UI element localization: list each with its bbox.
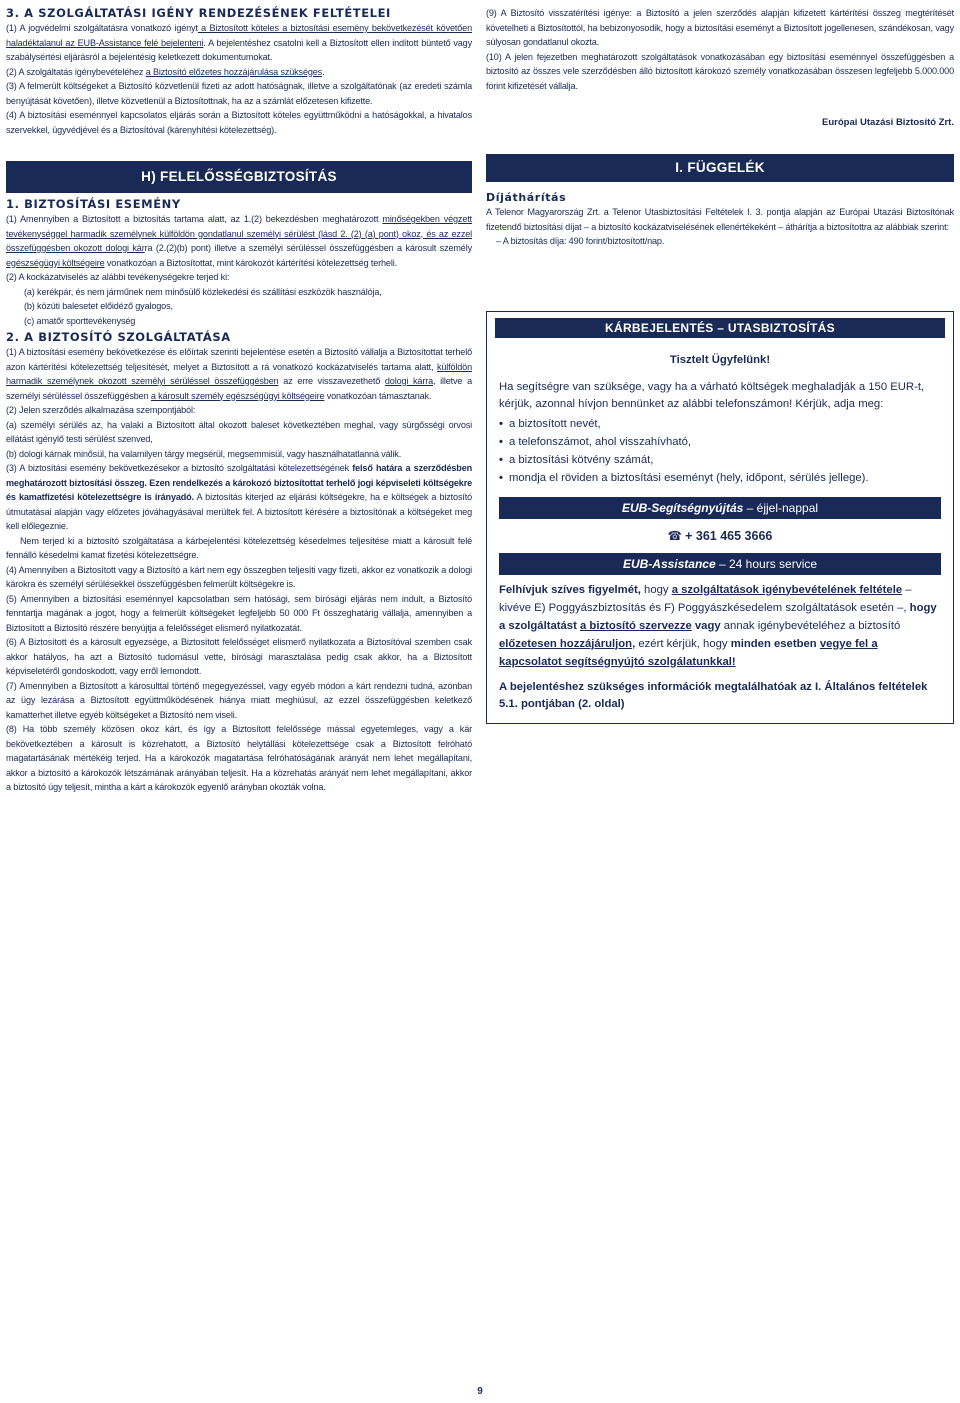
section-3-title: 3. A SZOLGÁLTATÁSI IGÉNY RENDEZÉSÉNEK FELTÉTELEI — [6, 6, 391, 20]
list-item: (a) személyi sérülés az, ha valaki a Biztosított által okozott baleset következtében meghal, vagy sürgősségi orvosi ellátást igénylő testi sérülést szenved, — [6, 419, 472, 444]
paragraph: (3) A felmerült költségeket a Biztosító közvetlenül fizeti az adott hatóságnak, illetve a szolgáltatónak (az eredeti számla benyújtását követően), illetve közvetlenül a Biztosítottnak, ha az a számlát előzetesen kifizette. — [6, 81, 472, 106]
claim-notice-box — [486, 311, 954, 724]
paragraph: (4) Amennyiben a Biztosított vagy a Biztosító a kárt nem egy összegben teljesíti vagy fizeti, akkor ez vonatkozik a dologi károkra és személyi sérülésekkel összefüggésben felmerült költségekre is. — [6, 564, 472, 589]
claim-box-header: KÁRBEJELENTÉS – UTASBIZTOSÍTÁS — [495, 318, 945, 338]
notice-text: Felhívjuk szíves figyelmét, hogy a szolgáltatások igénybevételének feltétele – kivéve E) Poggyászbiztosítás és F) Poggyászkésedelem szolgáltatások esetén –, hogy a szolgáltatást a biztosító szervezze vagy annak igénybevételéhez a biztosító előzetesen hozzájáruljon, ezért kérjük, hogy minden esetben vegye fel a kapcsolatot segítségnyújtó szolgálatunkkal! — [499, 583, 937, 668]
fee-title: Díjáthárítás — [486, 191, 567, 204]
assistance-band-hu: EUB-Segítségnyújtás – éjjel-nappal — [499, 497, 941, 519]
paragraph: (8) Ha több személy közösen okoz kárt, és így a Biztosított felelőssége mással egyetemleges, vagy a kár bekövetkeztében a károsult is közrehatott, a Biztosító helytállási kötelezettsége csak a Biztosított felróható magatartásának mértékéig terjed. Ha a károkozók magatartása felróhatóságának arányát nem lehet megállapítani, akkor a biztosító a károkozók létszámának arányában teljesít. Ha a közrehatás arányát nem lehet megállapítani, akkor a biztosító úgy teljesít, mintha a kárt a károkozók egyenlő arányban okozták volna. — [6, 724, 472, 792]
left-column — [6, 6, 472, 795]
section-2-title: 2. A BIZTOSÍTÓ SZOLGÁLTATÁSA — [6, 330, 231, 344]
paragraph: (4) A biztosítási eseménnyel kapcsolatos eljárás során a Biztosított köteles együttműködni a hatóságokkal, a hivatalos szervekkel, ügyvédjével és a Biztosítóval (kárenyhítési kötelezettség). — [6, 110, 472, 135]
list-item: (a) kerékpár, és nem járműnek nem minősülő közlekedési és szállítási eszközök használója, — [24, 286, 382, 297]
paragraph: (6) A Biztosított és a károsult egyezsége, a Biztosított felelősséget elismerő nyilatkozata a Biztosítóval szemben csak akkor hatályos, ha azt a Biztosító tudomásul vette, bírósági marasztalása pedig csak akkor, ha a Biztosított képviseletéről gondoskodott, vagy erről lemondott. — [6, 637, 472, 676]
greeting: Tisztelt Ügyfelünk! — [669, 353, 771, 366]
list-item: • mondja el röviden a biztosítási eseményt (hely, időpont, sérülés jellege). — [499, 469, 941, 487]
paragraph: (2) A kockázatviselés az alábbi tevékenységekre terjed ki: — [6, 272, 230, 282]
required-info-list — [499, 415, 941, 487]
list-item: • a biztosítási kötvény számát, — [499, 451, 941, 469]
intro-text: Ha segítségre van szüksége, vagy ha a várható költségek meghaladják a 150 EUR-t, kérjük, azonnal hívjon bennünket az alábbi telefonszámon! Kérjük, adja meg: — [499, 380, 925, 410]
paragraph: (9) A Biztosító visszatérítési igénye: a Biztosító a jelen szerződés alapján kifizetett kártérítési összeg megtérítését követelheti a Biztosítottól, ha bebizonyosodik, hogy a biztosítási eseményt a Biztosított jogellenesen, szándékosan, vagy súlyosan gondatlanul okozta. — [486, 8, 954, 47]
section-h-title: H) FELELŐSSÉGBIZTOSÍTÁS — [6, 161, 472, 193]
paragraph: (10) A jelen fejezetben meghatározott szolgáltatások vonatkozásában egy biztosítási eseménnyel összefüggésben a biztosító az összes vele szerződésben álló biztosított károkozó személy vonatkozásában összesen legfeljebb 5.000.000 forint kifizetését vállalja. — [486, 51, 954, 91]
paragraph: (1) Amennyiben a Biztosított a biztosítás tartama alatt, az 1.(2) bekezdésben meghatározott minőségekben végzett tevékenységgel harmadik személynek külföldön gondatlanul személyi sérülést (lásd 2. (2) (a) pont) okoz, és az ezzel összefüggésben okozott dologi kárra (2.(2)(b) pont) illetve a személyi sérüléssel összefüggésben a károsult személy egészségügyi költségeire vonatkozóan a Biztosítottat, mint károkozót kártérítési kötelezettség terheli. — [6, 214, 472, 268]
signature: Európai Utazási Biztosító Zrt. — [822, 117, 954, 128]
paragraph: Nem terjed ki a biztosító szolgáltatása a kárbejelentési kötelezettség késedelmes teljesítése miatt a károsult felé fennálló késedelmi kamat fizetési kötelezettségre. — [6, 535, 472, 560]
paragraph: (1) A jogvédelmi szolgáltatásra vonatkozó igényt a Biztosított köteles a biztosítási esemény bekövetkezését követően haladéktalanul az EUB-Assistance felé bejelenteni. A bejelentéshez csatolni kell a Biztosított ellen indított büntető vagy szabálysértési eljárásról a bejelentésig keletkezett dokumentumokat. — [6, 23, 472, 62]
paragraph: (1) A biztosítási esemény bekövetkezése és előírtak szerinti bejelentése esetén a Biztosító vállalja a Biztosítottat terhelő azon kártérítési kötelezettség teljesítését, melyet a Biztosított a rá vonatkozó kockázatviselés tartama alatt, külföldön harmadik személynek okozott személyi sérüléssel összefüggésben az erre visszavezethető dologi kárra, illetve a személyi sérüléssel összefüggésben a károsult személy egészségügyi költségeire vonatkozóan támasztanak. — [6, 347, 472, 401]
list-item: • a telefonszámot, ahol visszahívható, — [499, 433, 941, 451]
page-number: 9 — [477, 1386, 483, 1397]
appendix-title: I. FÜGGELÉK — [486, 154, 954, 182]
paragraph: (2) Jelen szerződés alkalmazása szempontjából: — [6, 405, 196, 415]
list-item: • a biztosított nevét, — [499, 415, 941, 433]
list-item: (b) dologi kárnak minősül, ha valamilyen tárgy megsérül, megsemmisül, vagy használhatatlanná válik. — [6, 448, 402, 459]
phone-number[interactable]: ☎ + 361 465 3666 — [667, 528, 773, 543]
list-item: (b) közúti balesetet előidéző gyalogos, — [24, 301, 173, 311]
right-column — [486, 6, 954, 724]
assistance-band-en: EUB-Assistance – 24 hours service — [499, 553, 941, 575]
phone-icon: ☎ — [667, 528, 682, 543]
info-footer: A bejelentéshez szükséges információk megtalálhatóak az I. Általános feltételek 5.1. pontjában (2. oldal) — [499, 680, 928, 710]
list-item: (c) amatőr sporttevékenység — [24, 315, 136, 326]
paragraph: A Telenor Magyarország Zrt. a Telenor Utasbiztosítási Feltételek I. 3. pontja alapján az Európai Utazási Biztosítónak fizetendő biztosítási díjat – a biztosító kockázatviselésének ellenértékeként – áthárítja a biztosítottra az alábbiak szerint: — [486, 207, 954, 232]
paragraph: (3) A biztosítási esemény bekövetkezésekor a biztosító szolgáltatási kötelezettségének felső határa a szerződésben meghatározott biztosítási összeg. Ezen rendelkezés a károkozó biztosítottat terhelő jogi képviseleti költségekre és kamatfizetési kötelezettségre is irányadó. A biztosítás kiterjed az eljárási költségekre, ha e költségek a biztosító útmutatásai alapján vagy előzetes jóváhagyásával merültek fel. A biztosított kérésére a biztosítónak a költségeket meg kell előlegeznie. — [6, 463, 473, 531]
paragraph: (2) A szolgáltatás igénybevételéhez a Biztosító előzetes hozzájárulása szükséges. — [6, 66, 325, 77]
list-item: – A biztosítás díja: 490 forint/biztosított/nap. — [496, 236, 665, 246]
paragraph: (5) Amennyiben a biztosítási eseménnyel kapcsolatban sem hatósági, sem bírósági eljárás nem indult, a Biztosító fenntartja magának a jogot, hogy a felmerült költségeket legfeljebb 50 000 Ft összeghatárig vállalja, amennyiben a Biztosított a Biztosító részére benyújtja a felelősséget elismerő nyilatkozatát. — [6, 593, 472, 633]
section-1-title: 1. BIZTOSÍTÁSI ESEMÉNY — [6, 197, 181, 211]
paragraph: (7) Amennyiben a Biztosított a károsulttal történő megegyezéssel, vagy egyéb módon a kárt rendezni tudná, azonban az ügy lezárása a Biztosított együttműködésének hiánya miatt meghiúsul, az ezzel összefüggésben keletkező kamatterhet illetve egyéb költségeket a Biztosító nem viseli. — [6, 680, 472, 720]
